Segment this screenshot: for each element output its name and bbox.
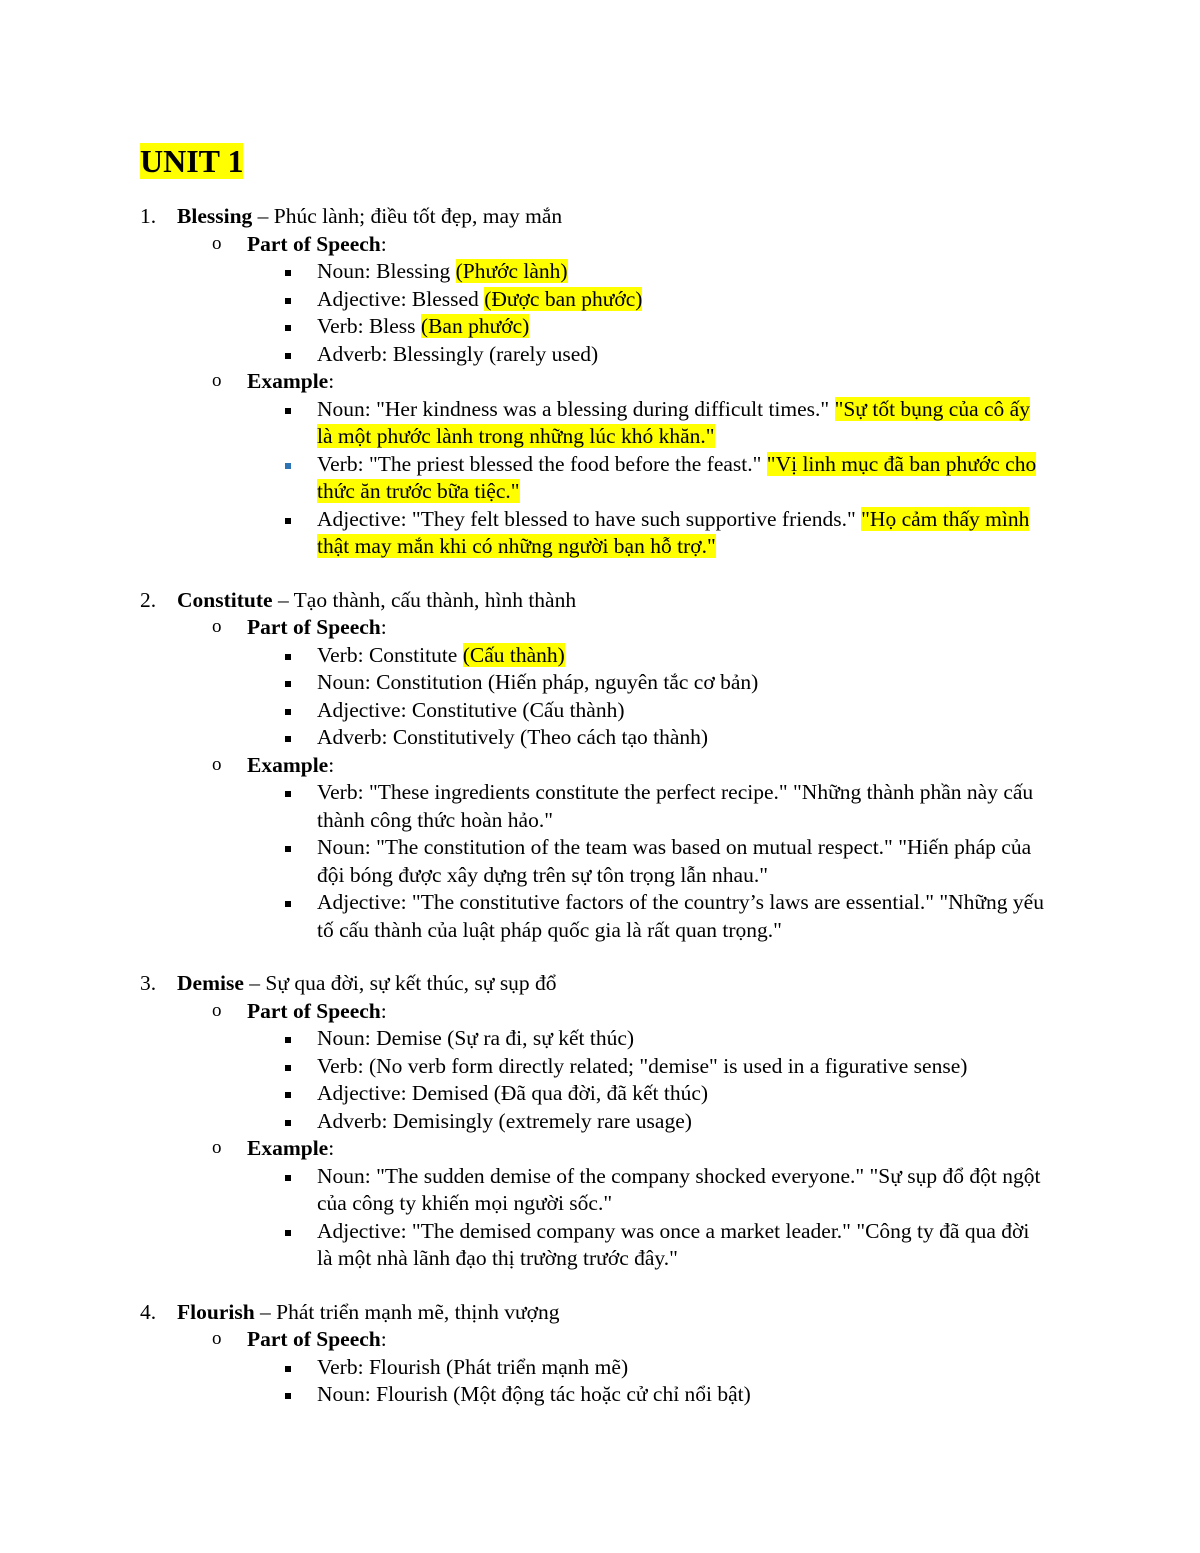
square-bullet-icon [285, 654, 291, 660]
part-of-speech-text: Adverb: Demisingly (extremely rare usage) [317, 1108, 692, 1133]
colon: : [380, 231, 387, 256]
part-of-speech-heading [0, 614, 1200, 642]
part-of-speech-text: Adverb: Blessingly (rarely used) [317, 341, 599, 366]
part-of-speech-item [0, 1025, 1047, 1053]
circle-bullet-icon: o [212, 1328, 222, 1349]
part-of-speech-item [0, 258, 1047, 286]
circle-bullet-icon: o [212, 999, 222, 1021]
unit-title [140, 140, 243, 182]
entry-word: Demise [177, 971, 244, 995]
vocabulary-entry [0, 587, 1200, 945]
part-of-speech-text: Adjective: Demised (Đã qua đời, đã kết thúc) [317, 1081, 709, 1105]
entry-meaning: – Sự qua đời, sự kết thúc, sự sụp đổ [243, 971, 557, 995]
circle-bullet-icon: o [212, 370, 222, 391]
vocabulary-entry [0, 203, 1200, 561]
square-bullet-icon [285, 709, 291, 715]
unit-title-text: UNIT 1 [140, 143, 244, 179]
square-bullet-icon [285, 270, 291, 276]
square-bullet-icon [285, 681, 291, 687]
example-heading [0, 368, 1200, 396]
example-heading [0, 1135, 1200, 1163]
square-bullet-icon [285, 298, 291, 304]
colon: : [328, 369, 335, 393]
entry-heading [0, 203, 1200, 231]
square-bullet-icon [285, 1065, 291, 1071]
colon: : [380, 615, 387, 639]
entry-number: 4. [140, 1299, 157, 1324]
part-of-speech-translation: (Ban phước) [420, 314, 530, 338]
example-item [0, 779, 1047, 834]
entry-word: Flourish [177, 1299, 255, 1324]
part-of-speech-text: Noun: Demise (Sự ra đi, sự kết thúc) [317, 1026, 635, 1050]
circle-bullet-icon: o [212, 753, 222, 775]
entry-word: Constitute [177, 587, 273, 612]
example-text: Adjective: "The constitutive factors of the country’s laws are essential." "Những yếu tố cấu thành của luật pháp quốc gia là rất quan trọng." [317, 890, 1044, 942]
square-bullet-icon [285, 1230, 291, 1236]
example-text: Noun: "Her kindness was a blessing during difficult times." [317, 396, 835, 421]
square-bullet-icon [285, 1120, 291, 1126]
example-text: Noun: "The constitution of the team was based on mutual respect." "Hiến pháp của đội bóng được xây dựng trên sự tôn trọng lẫn nhau." [317, 835, 1032, 887]
entry-number: 3. [140, 971, 157, 995]
square-bullet-icon [285, 901, 291, 907]
square-bullet-icon [285, 1366, 291, 1372]
example-label: Example [247, 369, 329, 393]
part-of-speech-item [0, 1108, 1047, 1136]
part-of-speech-text: Noun: Flourish (Một động tác hoặc cử chỉ nổi bật) [317, 1382, 751, 1406]
square-bullet-icon [285, 846, 291, 852]
example-item [0, 889, 1047, 944]
part-of-speech-item [0, 286, 1047, 314]
circle-bullet-icon: o [212, 1137, 222, 1158]
colon: : [328, 1136, 335, 1160]
part-of-speech-translation: (Cấu thành) [462, 642, 565, 667]
part-of-speech-item [0, 1053, 1047, 1081]
entry-heading [0, 1299, 1200, 1327]
square-bullet-icon [285, 736, 291, 742]
entry-meaning: – Tạo thành, cấu thành, hình thành [272, 587, 577, 612]
part-of-speech-text: Noun: Blessing [317, 259, 456, 283]
example-heading [0, 752, 1200, 780]
part-of-speech-item [0, 642, 1047, 670]
example-item [0, 1163, 1047, 1218]
square-bullet-icon [285, 1175, 291, 1181]
example-text: Verb: "The priest blessed the food before the feast." [317, 451, 767, 476]
square-bullet-icon [285, 353, 291, 359]
square-bullet-icon [285, 1037, 291, 1043]
example-translation: "Vị linh mục đã ban phước cho thức ăn trước bữa tiệc." [317, 451, 1037, 503]
square-bullet-icon [285, 791, 291, 797]
part-of-speech-text: Adverb: Constitutively (Theo cách tạo thành) [317, 725, 709, 749]
entry-meaning: – Phát triển mạnh mẽ, thịnh vượng [254, 1299, 560, 1324]
example-item [0, 1218, 1047, 1273]
part-of-speech-text: Verb: (No verb form directly related; "demise" is used in a figurative sense) [317, 1053, 968, 1078]
example-text: Verb: "These ingredients constitute the perfect recipe." "Những thành phần này cấu thành công thức hoàn hảo." [317, 780, 1034, 832]
part-of-speech-item [0, 313, 1047, 341]
part-of-speech-label: Part of Speech [247, 615, 381, 639]
example-label: Example [247, 752, 329, 777]
example-item [0, 396, 1047, 451]
entry-heading [0, 587, 1200, 615]
example-translation: "Sự tốt bụng của cô ấy là một phước lành trong những lúc khó khăn." [317, 396, 1030, 448]
square-bullet-icon [285, 1092, 291, 1098]
vocabulary-list [0, 203, 1200, 1435]
circle-bullet-icon: o [212, 616, 222, 637]
part-of-speech-text: Adjective: Blessed [317, 286, 485, 311]
part-of-speech-item [0, 1080, 1047, 1108]
colon: : [380, 1327, 387, 1351]
vocabulary-entry [0, 970, 1200, 1273]
vocabulary-entry [0, 1299, 1200, 1409]
part-of-speech-label: Part of Speech [247, 998, 381, 1023]
entry-number: 1. [140, 204, 157, 228]
square-bullet-icon [285, 325, 291, 331]
part-of-speech-item [0, 1381, 1047, 1409]
part-of-speech-text: Adjective: Constitutive (Cấu thành) [317, 697, 625, 722]
example-text: Adjective: "They felt blessed to have such supportive friends." [317, 506, 862, 531]
part-of-speech-heading [0, 998, 1200, 1026]
entry-heading [0, 970, 1200, 998]
part-of-speech-heading [0, 1326, 1200, 1354]
part-of-speech-heading [0, 231, 1200, 259]
colon: : [380, 998, 387, 1023]
example-label: Example [247, 1136, 329, 1160]
part-of-speech-text: Verb: Flourish (Phát triển mạnh mẽ) [317, 1354, 629, 1379]
part-of-speech-translation: (Phước lành) [455, 259, 568, 283]
circle-bullet-icon: o [212, 232, 222, 254]
part-of-speech-text: Verb: Constitute [317, 642, 463, 667]
part-of-speech-text: Verb: Bless [317, 314, 421, 338]
part-of-speech-label: Part of Speech [247, 231, 381, 256]
part-of-speech-translation: (Được ban phước) [484, 286, 643, 311]
example-item [0, 834, 1047, 889]
square-bullet-icon [285, 408, 291, 414]
entry-meaning: – Phúc lành; điều tốt đẹp, may mắn [252, 204, 563, 228]
entry-number: 2. [140, 587, 157, 612]
example-item [0, 506, 1047, 561]
example-text: Adjective: "The demised company was once a market leader." "Công ty đã qua đời là một nhà lãnh đạo thị trường trước đây." [317, 1218, 1030, 1270]
example-text: Noun: "The sudden demise of the company shocked everyone." "Sự sụp đổ đột ngột của công ty khiến mọi người sốc." [317, 1163, 1041, 1215]
part-of-speech-item [0, 724, 1047, 752]
colon: : [328, 752, 335, 777]
square-bullet-icon [285, 1393, 291, 1399]
part-of-speech-text: Noun: Constitution (Hiến pháp, nguyên tắc cơ bản) [317, 670, 759, 694]
part-of-speech-item [0, 669, 1047, 697]
part-of-speech-label: Part of Speech [247, 1327, 381, 1351]
part-of-speech-item [0, 697, 1047, 725]
part-of-speech-item [0, 1354, 1047, 1382]
entry-word: Blessing [177, 204, 253, 228]
square-bullet-icon [285, 518, 291, 524]
part-of-speech-item [0, 341, 1047, 369]
example-item [0, 451, 1047, 506]
example-translation: "Họ cảm thấy mình thật may mắn khi có những người bạn hỗ trợ." [317, 506, 1030, 558]
square-bullet-icon [285, 463, 291, 469]
